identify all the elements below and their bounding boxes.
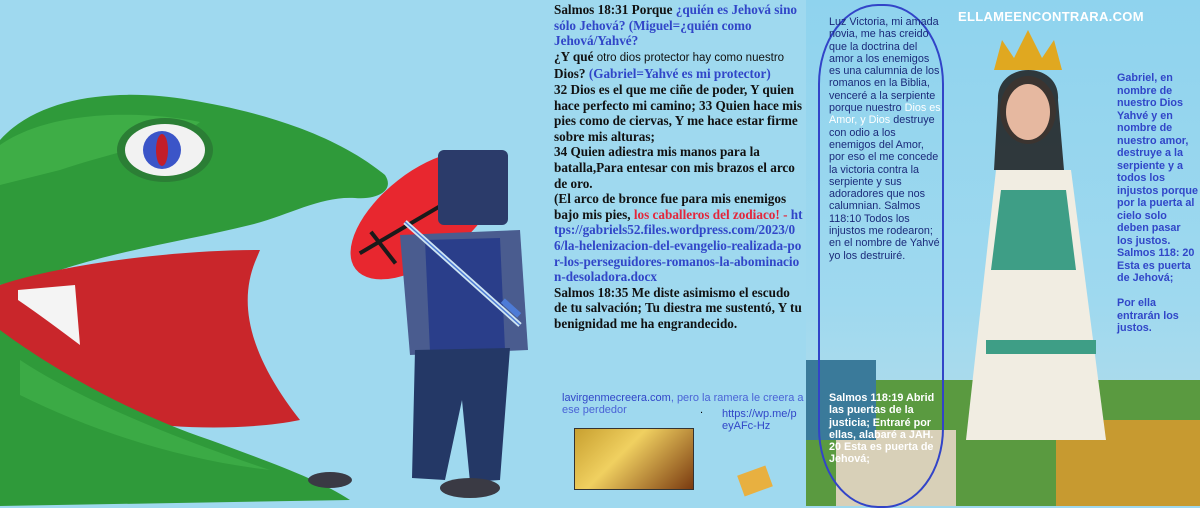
verse-32: 32 Dios es el que me ciñe de poder, Y quien hace perfecto mi camino; 33 Quien hace mis pies como de ciervas, Y me hace estar firme sobre mis alturas;	[554, 81, 802, 144]
gabriel-text-a: Gabriel, en nombre de nuestro Dios Yahvé y en nombre de nuestro amor, destruye a la serpiente y a todos los injustos porque por la puerta al cielo solo deben pasar los justos. Salmos 118: 20 Esta es puerta de Jehová;	[1117, 72, 1198, 284]
bubble-text-white: Dios es Amor, y Dios	[829, 102, 941, 127]
crown-icon	[994, 30, 1062, 70]
site-title[interactable]: ELLAMEENCONTRARA.COM	[958, 9, 1144, 24]
verse-question: ¿quién es Jehová sino sólo Jehová? (Miguel=¿quién como Jehová/Yahvé?	[554, 2, 798, 49]
verse-gabriel-note: (Gabriel=Yahvé es mi protector)	[588, 66, 771, 82]
man-shoe	[440, 478, 500, 498]
lavirgen-link[interactable]: lavirgenmecreera.com	[562, 392, 671, 404]
illustration-panel	[0, 0, 548, 506]
gabriel-text-b: Por ella entrarán los justos.	[1117, 297, 1179, 334]
man-head-hood	[438, 150, 508, 225]
short-link[interactable]: https://wp.me/peyAFc-Hz	[722, 408, 797, 432]
verse-note-red: los caballeros del zodiaco! -	[633, 206, 791, 222]
verse-ref: Salmos 18:31 Porque	[554, 2, 676, 17]
verse-line2-a: ¿Y qué	[554, 48, 597, 64]
zodiac-knight-thumbnail	[574, 428, 694, 490]
serpent-illustration	[0, 0, 548, 506]
gabriel-text	[1117, 72, 1199, 335]
bubble-text-b: destruye con odio a los enemigos del Amor, por eso el me concede la victoria contra la serpiente y sus adoradores que nos calumnian. Salmos 118:10 Todos los injustos me rodearon; en el nombre de Yahvé yo los destruiré.	[829, 114, 940, 262]
verse-line2-c: Dios?	[554, 66, 589, 82]
verse-35: Salmos 18:35 Me diste asimismo el escudo de tu salvación; Tu diestra me sustentó, Y tu benignidad me ha engrandecido.	[554, 284, 802, 331]
man-jeans	[412, 348, 510, 482]
docx-link[interactable]: https://gabriels52.files.wordpress.com/2023/06/la-helenizacion-del-evangelio-realizada-por-los-perseguidores-romanos-la-abominacion-desoladora.docx	[554, 206, 803, 285]
separator-dot: .	[700, 404, 704, 416]
bubble-text-a: Luz Victoria, mi amada novia, me has creido que la doctrina del amor a los enemigos es una calumnia de los romanos en la Biblia, venceré a la serpiente porque nuestro	[829, 16, 940, 115]
bubble-text	[829, 16, 941, 262]
verse-line2-b: otro dios protector hay como nuestro	[596, 51, 785, 64]
lavirgen-tail: , pero la ramera le creera a ese perdedor	[562, 392, 804, 416]
bubble-lower-text: Salmos 118:19 Abrid las puertas de la justicia; Entraré por ellas, alabaré a JAH. 20 Esta es puerta de Jehová;	[829, 392, 935, 466]
verse-34: 34 Quien adiestra mis manos para la batalla,Para entesar con mis brazos el arco de oro.	[554, 144, 795, 191]
verse-note: (El arco de bronce fue para mis enemigos bajo mis pies,	[554, 191, 787, 222]
psalm-verse-text	[554, 2, 804, 331]
